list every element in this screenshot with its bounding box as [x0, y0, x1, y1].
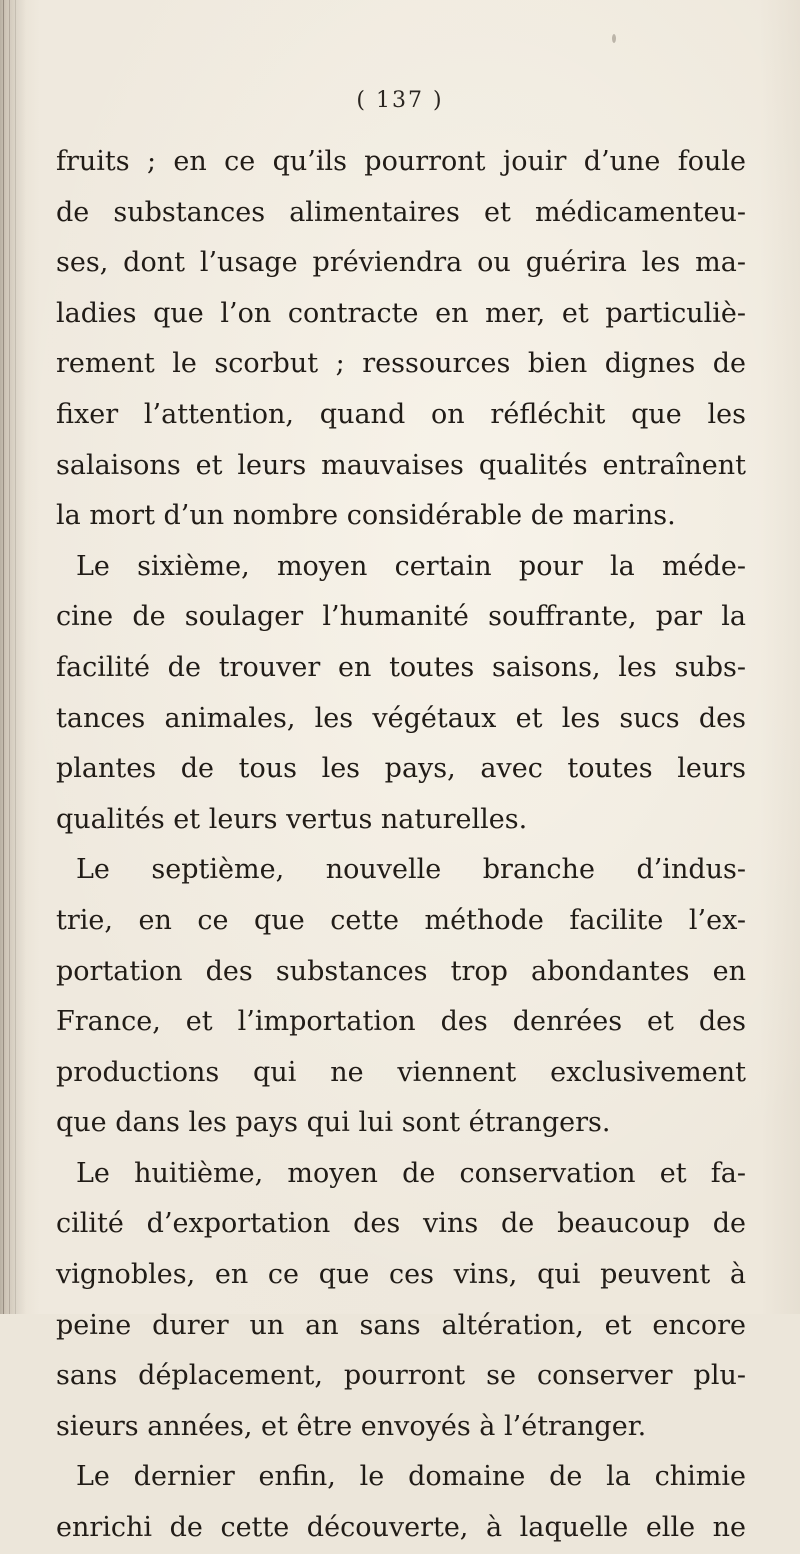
text-line: sieurs années, et être envoyés à l’étranger.: [56, 1410, 647, 1442]
text-line: trie, en ce que cette méthode facilite l’ex-: [56, 904, 746, 936]
text-line: ses, dont l’usage préviendra ou guérira les ma-: [56, 247, 746, 279]
text-line: peine durer un an sans altération, et encore: [56, 1309, 746, 1341]
text-line: productions qui ne viennent exclusivement: [56, 1056, 746, 1088]
text-line: cine de soulager l’humanité souffrante, par la: [56, 601, 746, 633]
text-line: de substances alimentaires et médicamenteu-: [56, 196, 746, 228]
text-line: France, et l’importation des denrées et des: [56, 1006, 746, 1038]
text-line: portation des substances trop abondantes en: [56, 955, 746, 987]
text-line: Le huitième, moyen de conservation et fa-: [76, 1157, 746, 1189]
text-line: vignobles, en ce que ces vins, qui peuvent à: [56, 1259, 746, 1291]
body-text: [56, 137, 746, 1554]
gutter-edge-line: [15, 0, 16, 1314]
text-line: qualités et leurs vertus naturelles.: [56, 803, 528, 835]
gutter-edge-line: [9, 0, 10, 1314]
text-line: facilité de trouver en toutes saisons, les subs-: [56, 651, 746, 683]
text-line: plantes de tous les pays, avec toutes leurs: [56, 753, 746, 785]
text-line: rement le scorbut ; ressources bien dignes de: [56, 348, 746, 380]
text-line: ladies que l’on contracte en mer, et particuliè-: [56, 297, 746, 329]
text-line: salaisons et leurs mauvaises qualités entraînent: [56, 449, 746, 481]
paper-speck: [612, 34, 616, 43]
gutter-edge-line: [3, 0, 4, 1314]
text-line: tances animales, les végétaux et les sucs des: [56, 702, 746, 734]
text-line: Le dernier enfin, le domaine de la chimie: [76, 1461, 746, 1493]
text-line: Le sixième, moyen certain pour la méde-: [76, 550, 746, 582]
text-line: cilité d’exportation des vins de beaucoup de: [56, 1208, 746, 1240]
page-number: ( 137 ): [356, 88, 444, 113]
text-line: fixer l’attention, quand on réfléchit que les: [56, 398, 746, 430]
text-line: Le septième, nouvelle branche d’indus-: [76, 854, 746, 886]
text-line: que dans les pays qui lui sont étrangers.: [56, 1107, 611, 1139]
text-line: fruits ; en ce qu’ils pourront jouir d’une foule: [56, 146, 746, 177]
text-line: sans déplacement, pourront se conserver plu-: [56, 1360, 746, 1392]
text-line: enrichi de cette découverte, à laquelle elle ne: [56, 1512, 746, 1544]
text-line: la mort d’un nombre considérable de marins.: [56, 500, 676, 532]
